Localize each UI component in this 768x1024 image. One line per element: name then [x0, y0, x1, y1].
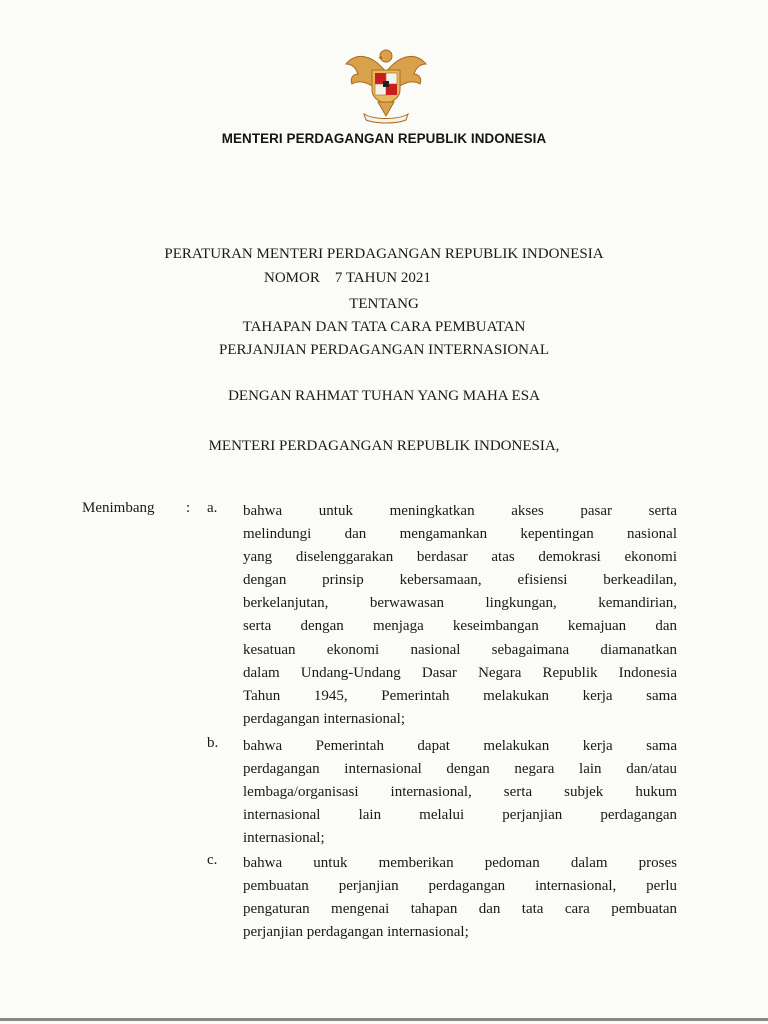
regulation-number [264, 270, 431, 287]
item-line: lembaga/organisasi internasional, serta subjek hukum [243, 784, 677, 801]
item-letter-c: c. [207, 852, 218, 868]
item-line: pembuatan perjanjian perdagangan internasional, perlu [243, 878, 677, 895]
page-bottom-edge [0, 1018, 768, 1021]
menimbang-colon: : [186, 500, 191, 516]
ministry-header: MENTERI PERDAGANGAN REPUBLIK INDONESIA [221, 131, 547, 146]
item-line: berkelanjutan, berwawasan lingkungan, kemandirian, [243, 595, 677, 612]
item-letter-a: a. [207, 500, 218, 516]
menimbang-label: Menimbang [82, 500, 155, 516]
nomor-label: NOMOR [264, 270, 320, 286]
nomor-value: 7 TAHUN 2021 [334, 270, 431, 286]
item-line: perjanjian perdagangan internasional; [243, 924, 469, 941]
rahmat-text: DENGAN RAHMAT TUHAN YANG MAHA ESA [228, 388, 540, 404]
regulation-title [0, 243, 768, 266]
subject-line: TAHAPAN DAN TATA CARA PEMBUATAN [242, 319, 526, 335]
item-line: perdagangan internasional; [243, 710, 406, 727]
minister-text: MENTERI PERDAGANGAN REPUBLIK INDONESIA, [208, 438, 560, 454]
regulation-line: PERATURAN MENTERI PERDAGANGAN REPUBLIK INDONESIA [164, 246, 604, 262]
minister-line [0, 435, 768, 458]
item-line: Tahun 1945, Pemerintah melakukan kerja sama [243, 687, 677, 704]
regulation-subject [0, 293, 768, 362]
item-line: kesatuan ekonomi nasional sebagaimana diamanatkan [243, 641, 677, 658]
item-line: yang diselenggarakan berdasar atas demokrasi ekonomi [243, 549, 677, 566]
menimbang-item-a [243, 500, 677, 731]
subject-line: PERJANJIAN PERDAGANGAN INTERNASIONAL [219, 342, 549, 358]
item-line: perdagangan internasional dengan negara lain dan/atau [243, 761, 677, 778]
item-line: pengaturan mengenai tahapan dan tata cara pembuatan [243, 901, 677, 918]
item-line: internasional lain melalui perjanjian perdagangan [243, 807, 677, 824]
tentang-heading: TENTANG [349, 296, 419, 312]
rahmat-line [0, 385, 768, 408]
item-line: internasional; [243, 830, 325, 847]
item-line: bahwa untuk meningkatkan akses pasar serta [243, 503, 677, 519]
item-line: bahwa Pemerintah dapat melakukan kerja sama [243, 738, 677, 754]
item-line: bahwa untuk memberikan pedoman dalam proses [243, 855, 677, 871]
item-line: melindungi dan mengamankan kepentingan nasional [243, 526, 677, 543]
menimbang-item-c [243, 852, 677, 944]
item-line: dalam Undang-Undang Dasar Negara Republik Indonesia [243, 664, 677, 681]
menimbang-item-b [243, 735, 677, 850]
item-letter-b: b. [207, 735, 219, 751]
garuda-emblem-icon [342, 44, 430, 124]
item-line: dengan prinsip kebersamaan, efisiensi berkeadilan, [243, 572, 677, 589]
item-line: serta dengan menjaga keseimbangan kemajuan dan [243, 618, 677, 635]
